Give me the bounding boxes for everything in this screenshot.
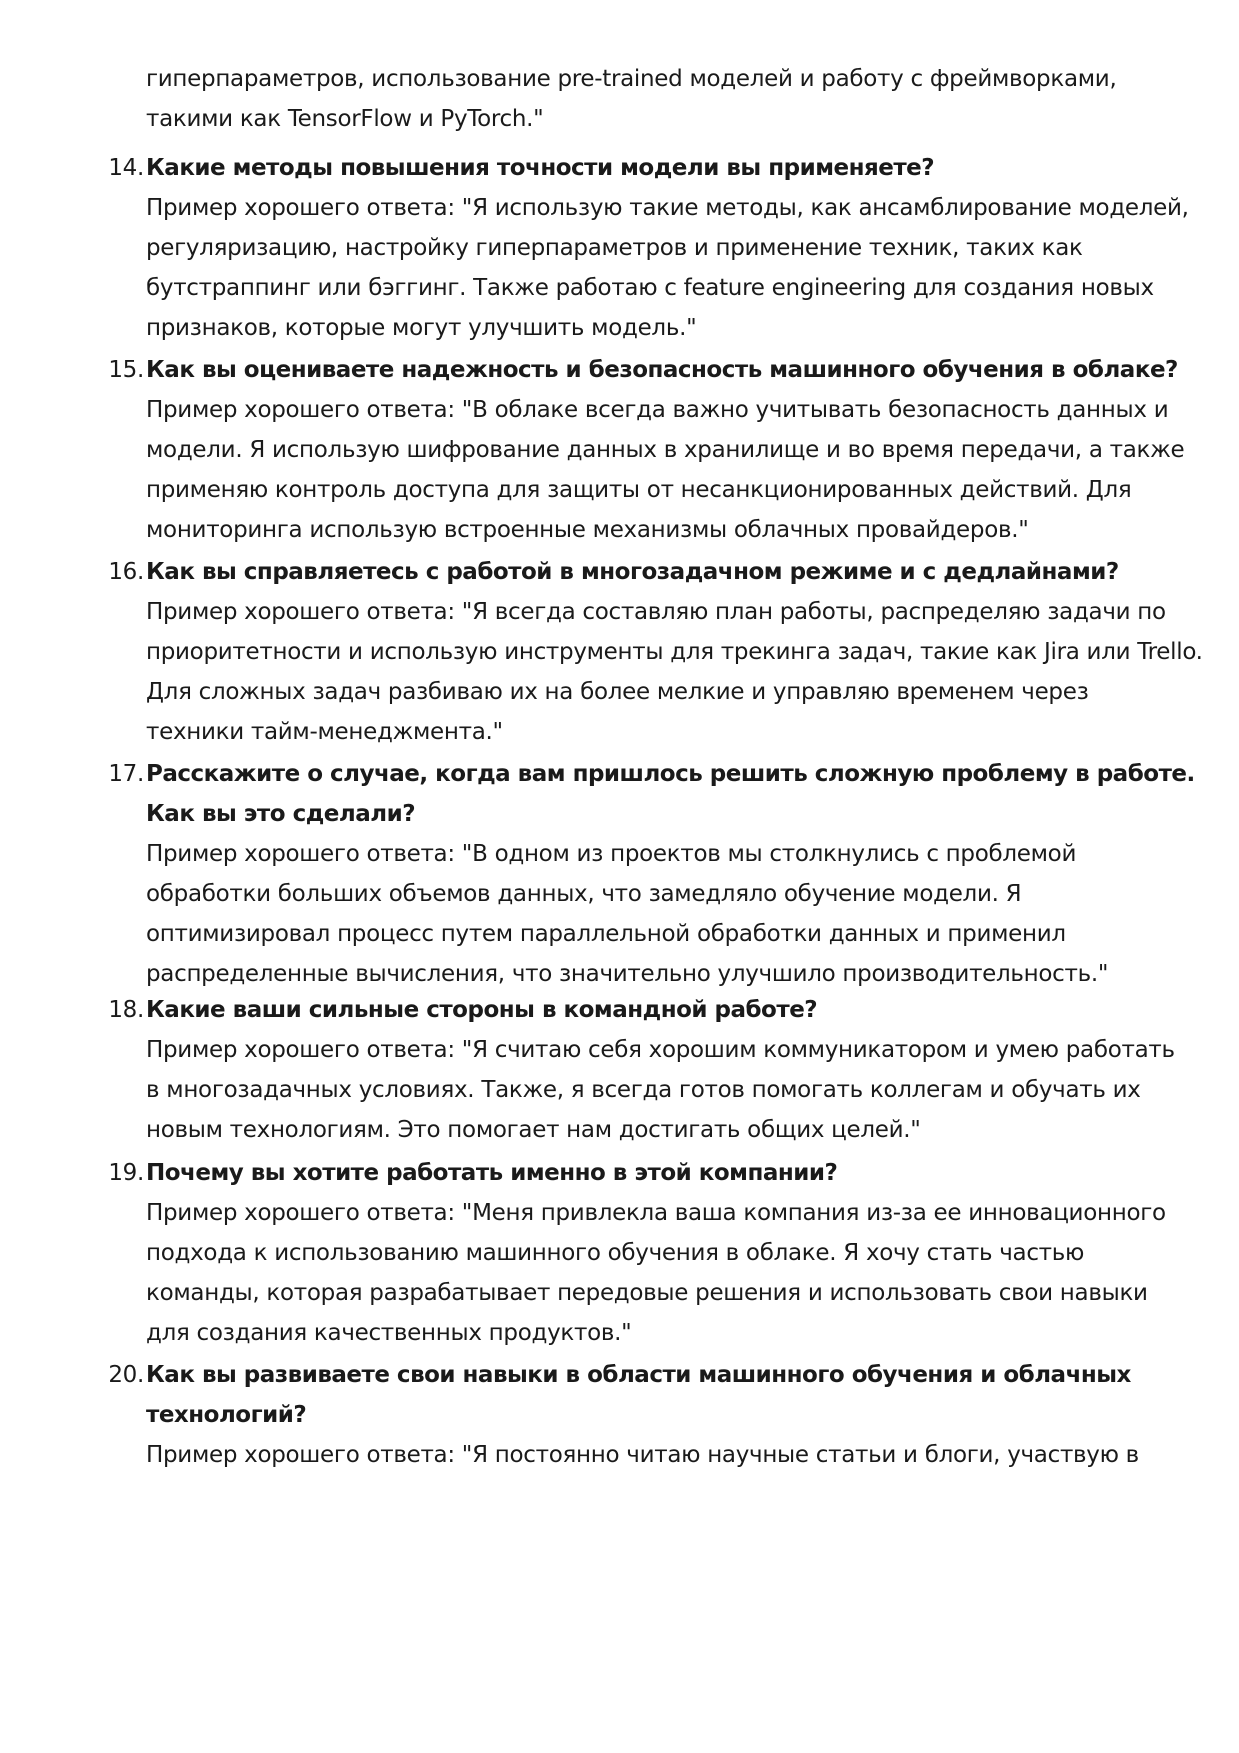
item-number: 20. xyxy=(108,1362,144,1388)
answer-text: мониторинга использую встроенные механизмы облачных провайдеров." xyxy=(146,517,1029,543)
question-text: Как вы справляетесь с работой в многозадачном режиме и с дедлайнами? xyxy=(146,559,1119,585)
question-text: Как вы оцениваете надежность и безопасность машинного обучения в облаке? xyxy=(146,357,1178,383)
answer-text: Пример хорошего ответа: "Я считаю себя хорошим коммуникатором и умею работать xyxy=(146,1037,1175,1063)
question-item xyxy=(108,754,1195,994)
answer-text: Пример хорошего ответа: "В одном из проектов мы столкнулись с проблемой xyxy=(146,841,1077,867)
answer-text: распределенные вычисления, что значительно улучшило производительность." xyxy=(146,961,1109,987)
answer-text: Пример хорошего ответа: "Я постоянно читаю научные статьи и блоги, участвую в xyxy=(146,1442,1139,1468)
answer-text: признаков, которые могут улучшить модель." xyxy=(146,315,697,341)
question-text: технологий? xyxy=(146,1402,307,1428)
answer-text: Пример хорошего ответа: "Я всегда составляю план работы, распределяю задачи по xyxy=(146,599,1166,625)
question-text: Как вы развиваете свои навыки в области машинного обучения и облачных xyxy=(146,1362,1131,1388)
answer-text: новым технологиям. Это помогает нам достигать общих целей." xyxy=(146,1117,921,1143)
answer-text: подхода к использованию машинного обучения в облаке. Я хочу стать частью xyxy=(146,1240,1085,1266)
intro-paragraph xyxy=(146,59,1116,139)
answer-text: Пример хорошего ответа: "В облаке всегда важно учитывать безопасность данных и xyxy=(146,397,1169,423)
answer-text: Пример хорошего ответа: "Меня привлекла ваша компания из-за ее инновационного xyxy=(146,1200,1166,1226)
answer-text: техники тайм-менеджмента." xyxy=(146,719,503,745)
question-item xyxy=(108,990,1175,1150)
item-number: 16. xyxy=(108,559,144,585)
intro-line: гиперпараметров, использование pre-trained моделей и работу с фреймворками, xyxy=(146,66,1117,92)
answer-text: приоритетности и использую инструменты для трекинга задач, такие как Jira или Trello. xyxy=(146,639,1203,665)
question-item xyxy=(108,1153,1166,1353)
item-number: 15. xyxy=(108,357,144,383)
answer-text: для создания качественных продуктов." xyxy=(146,1320,632,1346)
answer-text: регуляризацию, настройку гиперпараметров и применение техник, таких как xyxy=(146,235,1083,261)
answer-text: Для сложных задач разбиваю их на более мелкие и управляю временем через xyxy=(146,679,1089,705)
answer-text: в многозадачных условиях. Также, я всегда готов помогать коллегам и обучать их xyxy=(146,1077,1141,1103)
question-text: Расскажите о случае, когда вам пришлось решить сложную проблему в работе. xyxy=(146,761,1195,787)
item-number: 18. xyxy=(108,997,144,1023)
question-item xyxy=(108,148,1189,348)
question-text: Какие методы повышения точности модели вы применяете? xyxy=(146,155,935,181)
item-number: 17. xyxy=(108,761,144,787)
question-text: Как вы это сделали? xyxy=(146,801,416,827)
question-text: Почему вы хотите работать именно в этой компании? xyxy=(146,1160,838,1186)
answer-text: оптимизировал процесс путем параллельной обработки данных и применил xyxy=(146,921,1066,947)
intro-line: такими как TensorFlow и PyTorch." xyxy=(146,106,544,132)
question-text: Какие ваши сильные стороны в командной работе? xyxy=(146,997,818,1023)
question-item xyxy=(108,350,1185,550)
answer-text: применяю контроль доступа для защиты от несанкционированных действий. Для xyxy=(146,477,1132,503)
answer-text: Пример хорошего ответа: "Я использую такие методы, как ансамблирование моделей, xyxy=(146,195,1189,221)
question-item xyxy=(108,552,1203,752)
answer-text: команды, которая разрабатывает передовые решения и использовать свои навыки xyxy=(146,1280,1148,1306)
answer-text: бутстраппинг или бэггинг. Также работаю с feature engineering для создания новых xyxy=(146,275,1154,301)
question-item xyxy=(108,1355,1139,1475)
item-number: 19. xyxy=(108,1160,144,1186)
answer-text: обработки больших объемов данных, что замедляло обучение модели. Я xyxy=(146,881,1022,907)
item-number: 14. xyxy=(108,155,144,181)
answer-text: модели. Я использую шифрование данных в хранилище и во время передачи, а также xyxy=(146,437,1185,463)
